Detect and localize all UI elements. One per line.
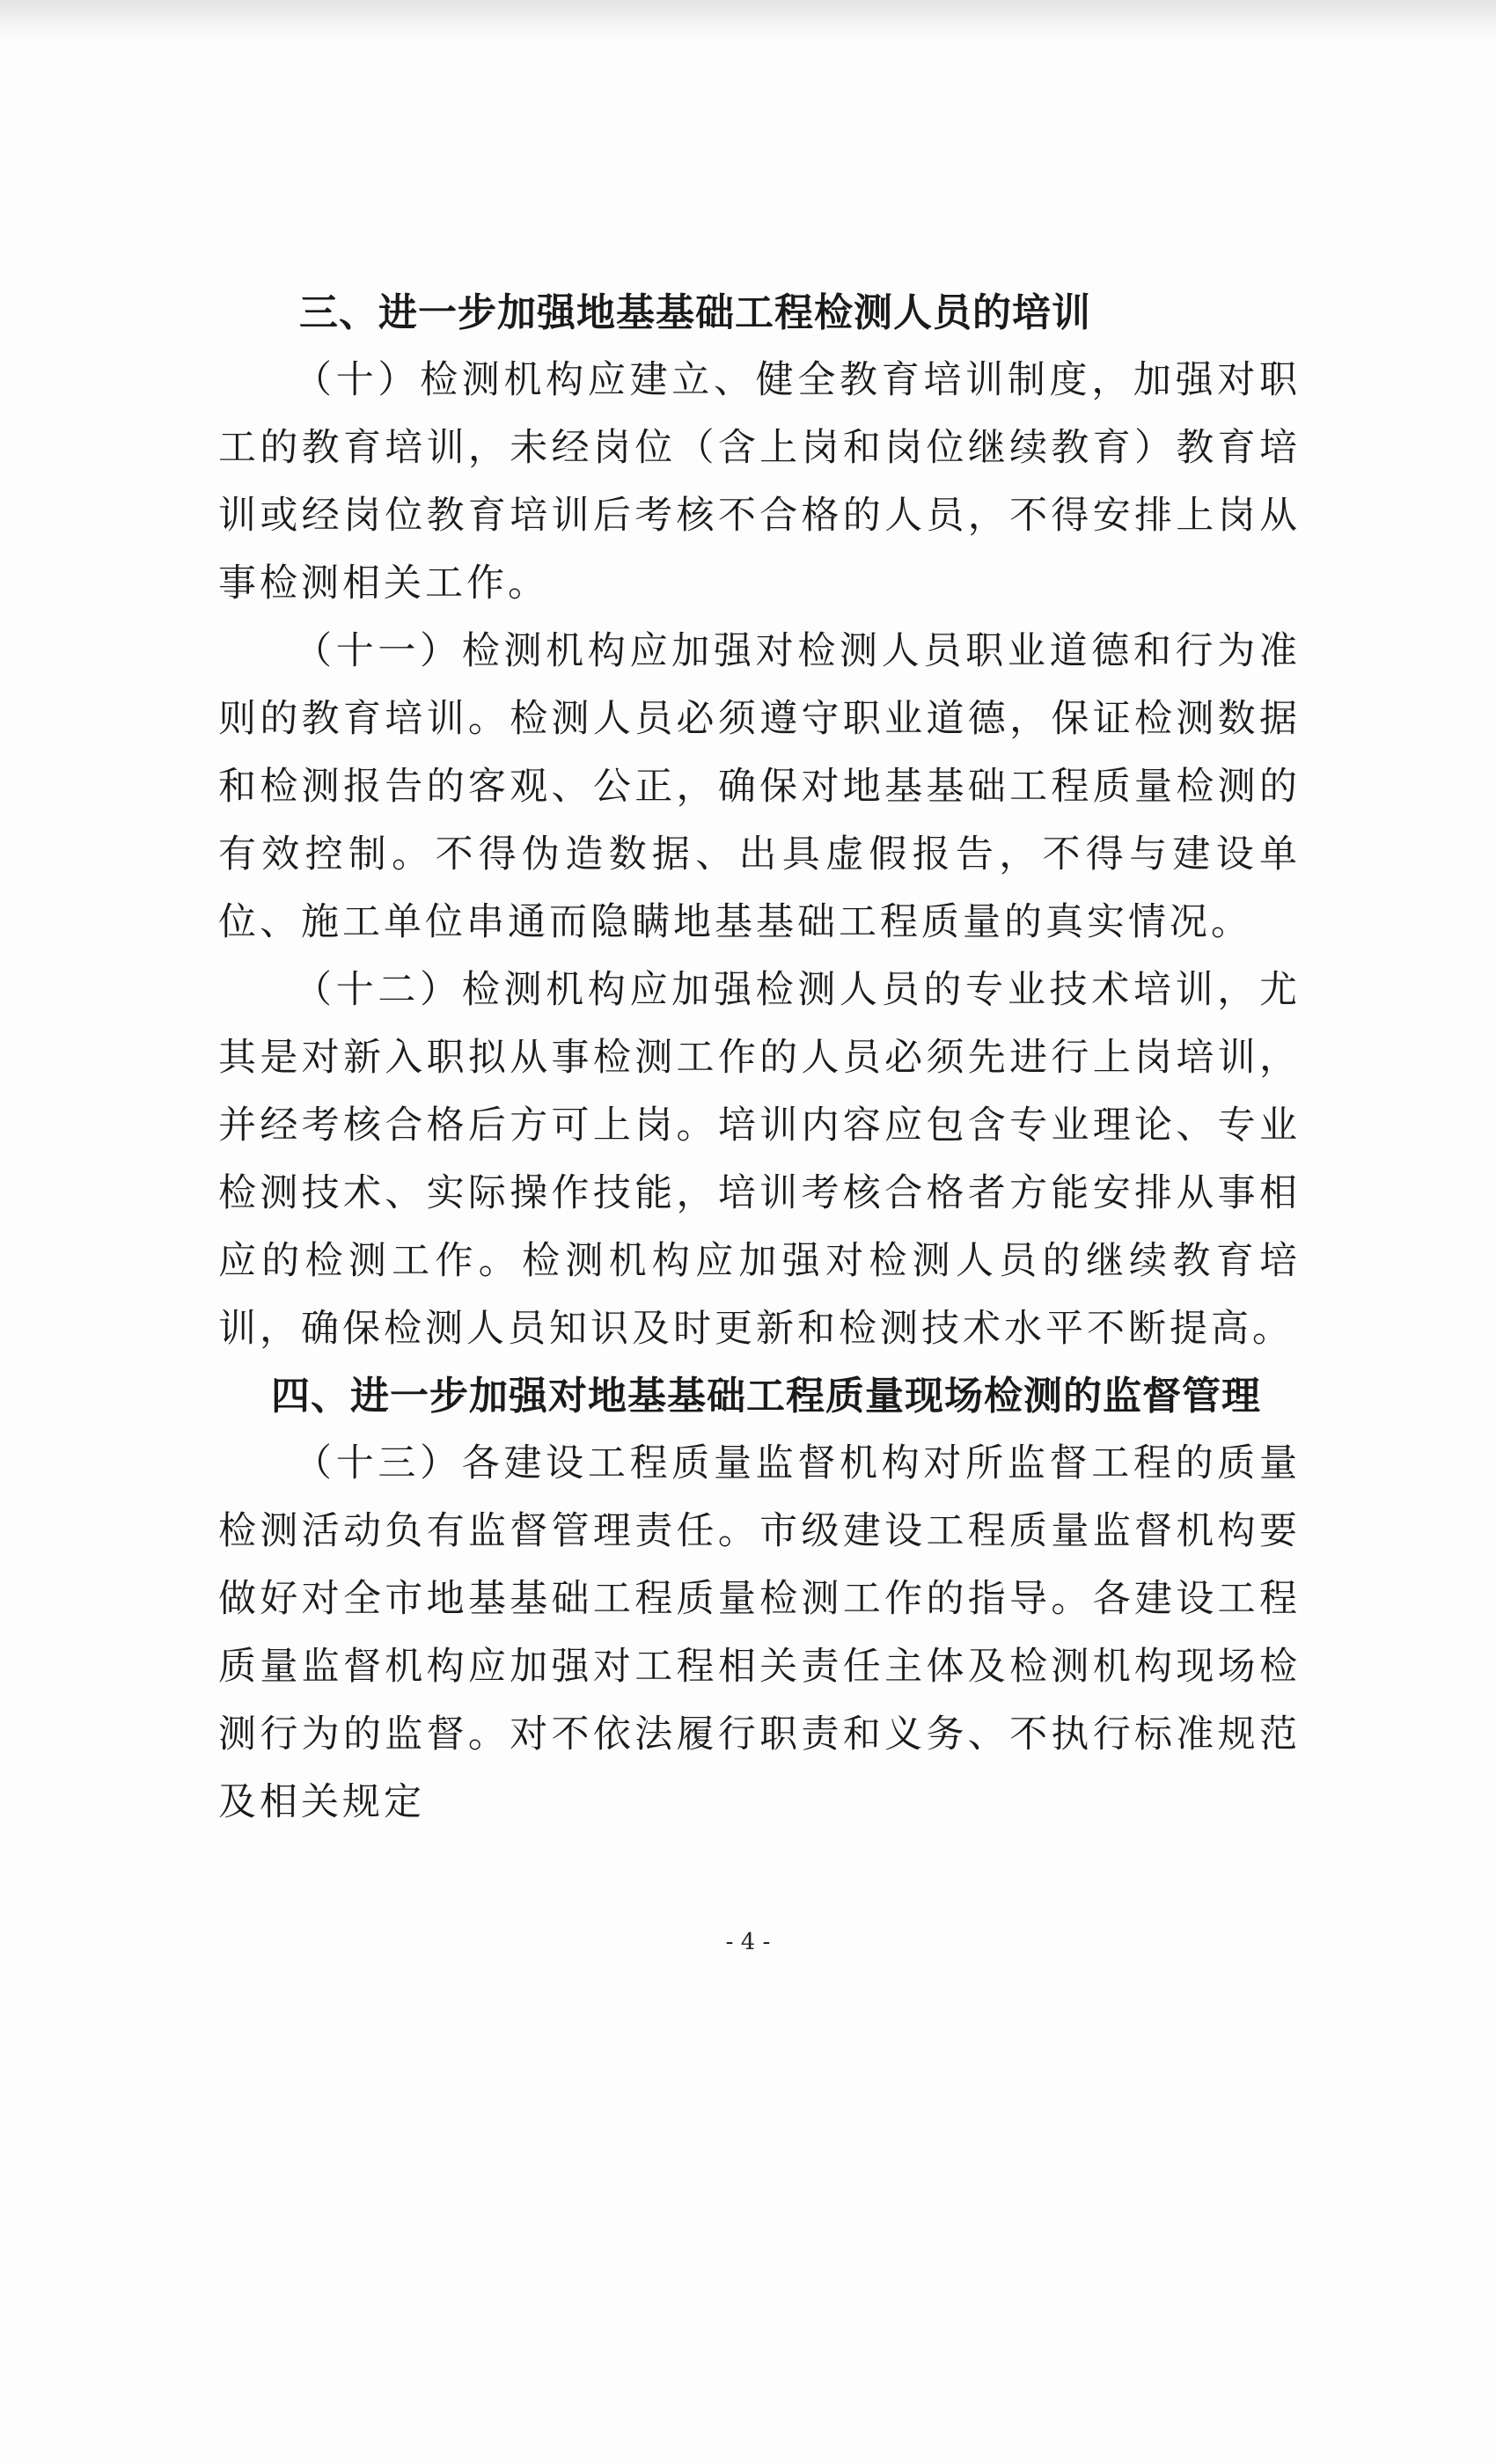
page-number: - 4 - (725, 1929, 771, 1955)
paragraph-12: （十二）检测机构应加强检测人员的专业技术培训，尤其是对新入职拟从事检测工作的人员必须先进行上岗培训，并经考核合格后方可上岗。培训内容应包含专业理论、专业检测技术、实际操作技能，培训考核合格者方能安排从事相应的检测工作。检测机构应加强对检测人员的继续教育培训，确保检测人员知识及时更新和检测技术水平不断提高。 (218, 968, 1301, 1351)
section-3 (218, 280, 1301, 1363)
paragraph-10: （十）检测机构应建立、健全教育培训制度，加强对职工的教育培训，未经岗位（含上岗和岗位继续教育）教育培训或经岗位教育培训后考核不合格的人员，不得安排上岗从事检测相关工作。 (218, 358, 1301, 605)
section-4 (218, 1363, 1301, 1837)
paragraph-11: （十一）检测机构应加强对检测人员职业道德和行为准则的教育培训。检测人员必须遵守职业道德，保证检测数据和检测报告的客观、公正，确保对地基基础工程质量检测的有效控制。不得伪造数据、出具虚假报告，不得与建设单位、施工单位串通而隐瞒地基基础工程质量的真实情况。 (218, 629, 1301, 944)
paragraph-13: （十三）各建设工程质量监督机构对所监督工程的质量检测活动负有监督管理责任。市级建设工程质量监督机构要做好对全市地基基础工程质量检测工作的指导。各建设工程质量监督机构应加强对工程相关责任主体及检测机构现场检测行为的监督。对不依法履行职责和义务、不执行标准规范及相关规定 (218, 1441, 1301, 1824)
document-body (218, 280, 1301, 1837)
section-4-heading: 四、进一步加强对地基基础工程质量现场检测的监督管理 (271, 1374, 1261, 1419)
scan-edge-shadow (0, 0, 1496, 40)
section-3-heading: 三、进一步加强地基基础工程检测人员的培训 (299, 290, 1091, 335)
